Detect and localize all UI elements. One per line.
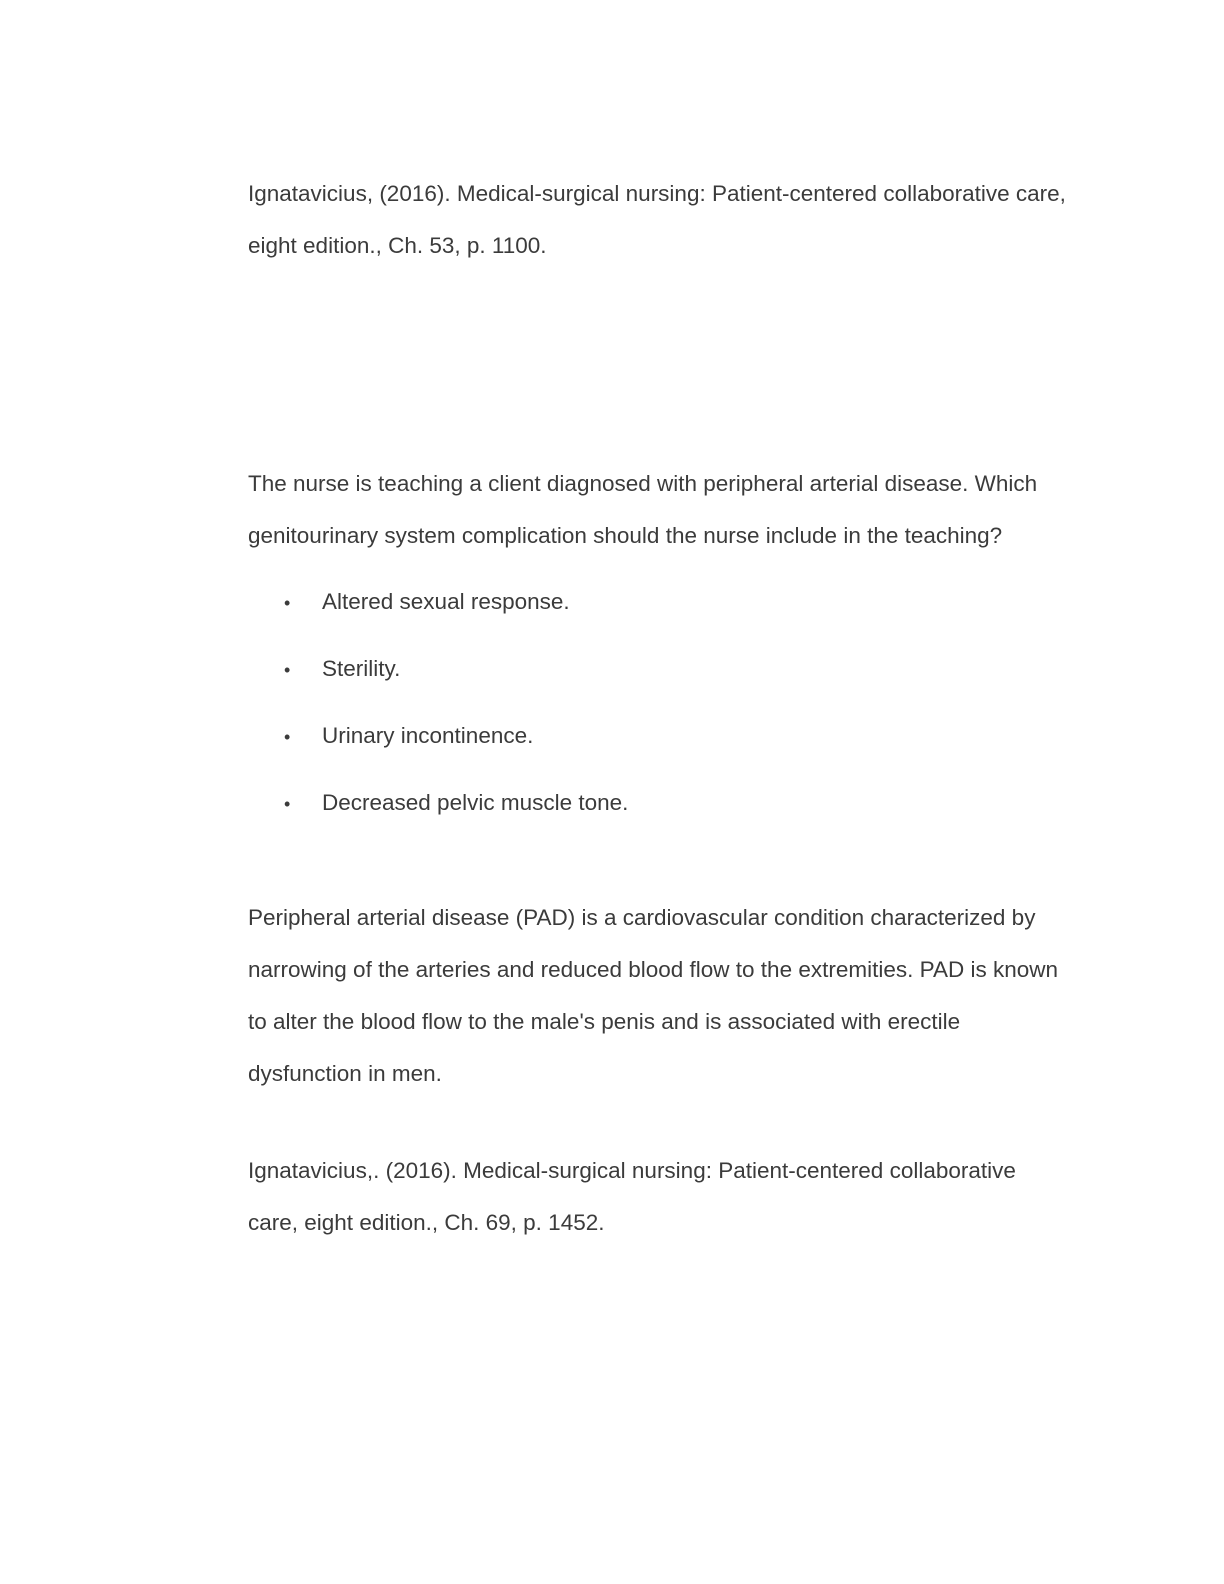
citation-top: Ignatavicius, (2016). Medical-surgical nursing: Patient-centered collaborative care, eight edition., Ch. 53, p. 1100. (248, 181, 1066, 258)
options-list (248, 576, 1069, 830)
option-text: Sterility. (322, 656, 401, 681)
option-item (248, 576, 1069, 629)
option-text: Altered sexual response. (322, 589, 570, 614)
citation-bottom: Ignatavicius,. (2016). Medical-surgical nursing: Patient-centered collaborative care, eight edition., Ch. 69, p. 1452. (248, 1158, 1016, 1235)
option-text: Urinary incontinence. (322, 723, 534, 748)
question-text: The nurse is teaching a client diagnosed with peripheral arterial disease. Which genitourinary system complication should the nurse include in the teaching? (248, 471, 1038, 548)
option-item (248, 643, 1069, 696)
bullet-icon: • (284, 593, 291, 613)
bullet-icon: • (284, 727, 291, 747)
option-item (248, 777, 1069, 830)
bullet-icon: • (284, 660, 291, 680)
rationale-text: Peripheral arterial disease (PAD) is a cardiovascular condition characterized by narrowing of the arteries and reduced blood flow to the extremities. PAD is known to alter the blood flow to the male's penis and is associated with erectile dysfunction in men. (248, 905, 1058, 1086)
document-content (248, 168, 1069, 1249)
option-text: Decreased pelvic muscle tone. (322, 790, 629, 815)
option-item (248, 710, 1069, 763)
bullet-icon: • (284, 794, 291, 814)
